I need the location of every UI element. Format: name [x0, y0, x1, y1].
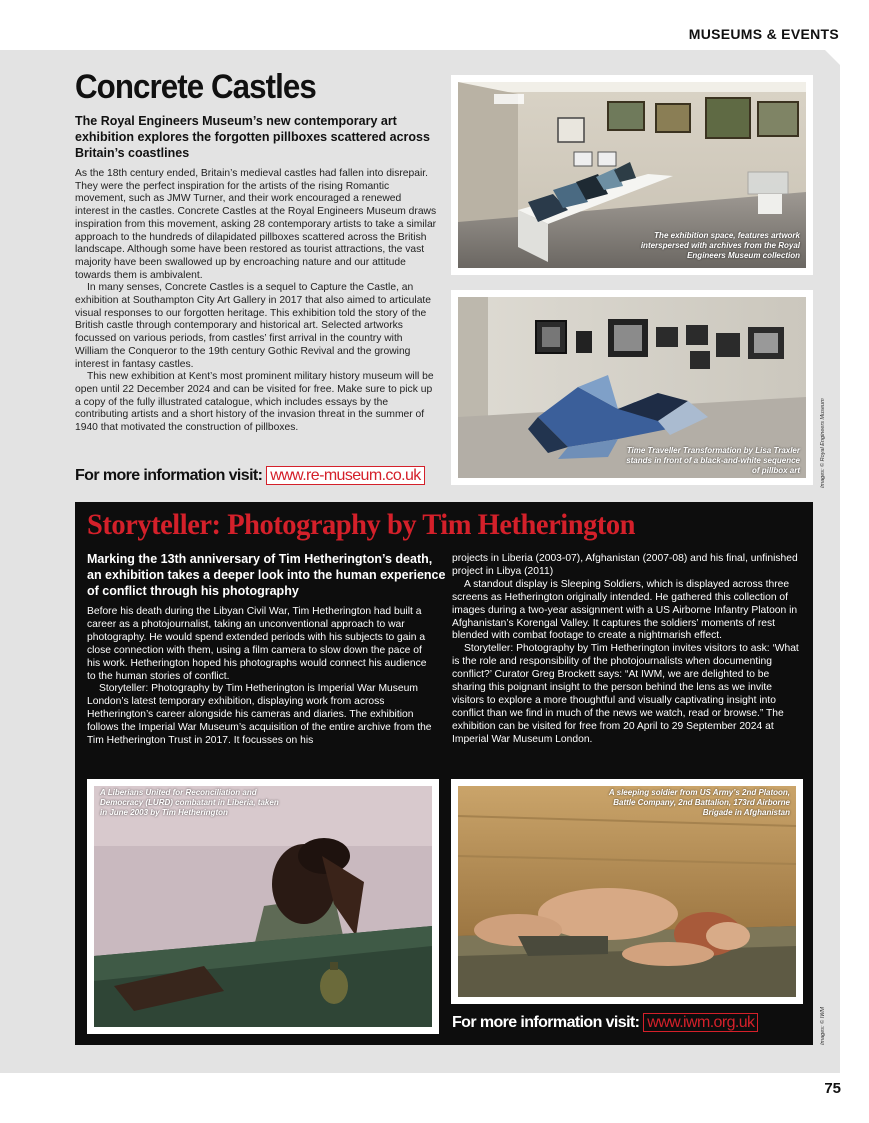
body-paragraph: This new exhibition at Kent’s most prominent military history museum will be open until 22 December 2024 and can be visited for free. Make sure to pick up a copy of the fully illustrated catalogue, which includes essays by the contributing artists and a short history of the invasion threat in the summer of 1940 that motivated the construction of pillboxes. — [75, 371, 434, 434]
article-body — [75, 168, 437, 435]
body-paragraph: projects in Liberia (2003-07), Afghanistan (2007-08) and his final, unfinished project in Libya (2011) — [452, 553, 798, 577]
body-paragraph: Before his death during the Libyan Civil War, Tim Hetherington had built a career as a photojournalist, taking an unconventional approach to war photography. He would spend extended periods with his subjects to gain a close connection with them, using a film camera to slow down the pace of his work. Hetherington hoped his photographs would connect his audience to the human stories of conflict. — [87, 606, 427, 682]
photo-credit: Images: © Royal Engineers Museum — [820, 398, 826, 488]
article-title-storyteller: Storyteller: Photography by Tim Hetherington — [87, 508, 636, 541]
more-info — [452, 1014, 758, 1032]
combatant-illustration — [94, 786, 432, 1027]
body-paragraph: In many senses, Concrete Castles is a sequel to Capture the Castle, an exhibition at Southampton City Art Gallery in 2017 that also aimed to articulate visual responses to our forgotten heritage. This exhibition told the story of the British castle through contemporary and historical art. Selected artworks focussed on various periods, from castles’ first arrival in the country with William the Conqueror to the 19th century Gothic Revival and the growing interest in fantasy castles. — [75, 282, 432, 370]
photo-credit: Images: © IWM — [820, 1007, 826, 1045]
more-info-label: For more information visit: — [452, 1014, 640, 1031]
article-body-right — [452, 553, 804, 747]
article-title-concrete-castles: Concrete Castles — [75, 68, 316, 106]
body-paragraph: Storyteller: Photography by Tim Hetherington is Imperial War Museum London’s latest temporary exhibition, displaying work from across Hetherington’s career alongside his cameras and diaries. The exhibition follows the Imperial War Museum’s acquisition of the entire archive from the Tim Hetherington Trust in 2017. It focusses on his — [87, 683, 432, 747]
body-paragraph: Storyteller: Photography by Tim Hetherington invites visitors to ask: ‘What is the role and responsibility of the photojournalists when documenting conflict?’ Curator Greg Brockett says: “At IWM, we are delighted to be sharing this poignant insight to the person behind the lens as we invite visitors to explore a more thoughtful and visually captivating insight into conflict than we find in much of the news we watch, read or browse.” The exhibition can be visited for free from 20 April to 29 September 2024 at Imperial War Museum London. — [452, 643, 799, 745]
article-standfirst: The Royal Engineers Museum’s new contemporary art exhibition explores the forgotten pillboxes scattered across Britain’s coastlines — [75, 114, 430, 160]
body-paragraph: A standout display is Sleeping Soldiers, which is displayed across three screens as Hetherington originally intended. He gathered this collection of images during a two-year assignment with a US Airborne Infantry Platoon in Afghanistan’s Korengal Valley. It captures the soldiers’ moments of rest blended with combat footage to create a nightmarish effect. — [452, 578, 798, 642]
iwm-link[interactable]: www.iwm.org.uk — [643, 1013, 758, 1032]
more-info — [75, 467, 425, 485]
body-paragraph: As the 18th century ended, Britain’s medieval castles had fallen into disrepair. They were the perfect inspiration for the artists of the rising Romantic movement, such as JMW Turner, and their work encouraged a renewed interest in the castles. Concrete Castles at the Royal Engineers Museum draws inspiration from this movement, asking 28 contemporary artists to take a similar approach to the hundreds of dilapidated pillboxes scattered across the British landscape. Although some have been restored as tourist attractions, the vast majority have been swallowed up by encroaching nature and our attitude towards them is ambivalent. — [75, 168, 437, 281]
article-standfirst: Marking the 13th anniversary of Tim Hetherington’s death, an exhibition takes a deeper look into the human experience of conflict through his photography — [87, 552, 446, 598]
museum-link[interactable]: www.re-museum.co.uk — [266, 466, 424, 485]
article-body-left — [87, 606, 437, 748]
photo-caption: Time Traveller Transformation by Lisa Traxler stands in front of a black-and-white sequence of pillbox art — [626, 446, 800, 475]
photo-caption: A sleeping soldier from US Army’s 2nd Platoon, Battle Company, 2nd Battalion, 173rd Airborne Brigade in Afghanistan — [608, 788, 790, 817]
photo-caption: The exhibition space, features artwork interspersed with archives from the Royal Engineers Museum collection — [640, 231, 800, 260]
section-tag: MUSEUMS & EVENTS — [688, 26, 839, 42]
photo-image — [94, 786, 432, 1027]
photo-caption: A Liberians United for Reconciliation and Democracy (LURD) combatant in Liberia, taken in June 2003 by Tim Hetherington — [100, 788, 279, 817]
page-number: 75 — [824, 1080, 841, 1097]
more-info-label: For more information visit: — [75, 467, 263, 484]
